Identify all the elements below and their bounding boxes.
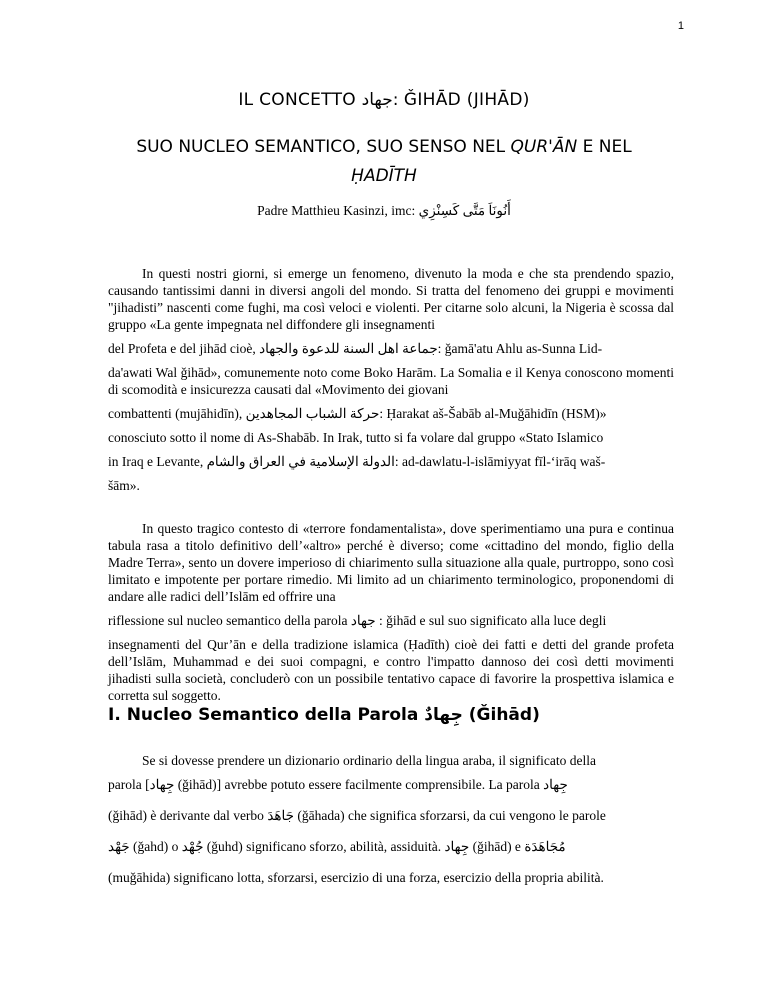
paragraph-text: riflessione sul nucleo semantico della parola جهاد : ǧihād e sul suo significato alla luce degli	[108, 613, 607, 628]
paragraph-text: (ǧihād) è derivante dal verbo جَاهَدَ (ǧāhada) che significa sforzarsi, da cui vengono le parole	[108, 808, 606, 823]
paragraph-text: (muǧāhida) significano lotta, sforzarsi, esercizio di una forza, esercizio della propria abilità.	[108, 870, 604, 885]
paragraph-2	[108, 520, 674, 704]
subtitle-part: SUO NUCLEO SEMANTICO, SUO SENSO NEL	[136, 137, 511, 157]
subtitle-hadith: ḤADĪTH	[351, 166, 417, 186]
paragraph-text: del Profeta e del jihād cioè, جماعة اهل السنة للدعوة والجهاد: ǧamā'atu Ahlu as-Sunna Lid-	[108, 341, 603, 356]
document-subtitle	[86, 133, 682, 191]
author-line: Padre Matthieu Kasinzi, imc: أَنُونَاَ مَتَّى كَسِنْزِي	[257, 203, 511, 218]
paragraph-text: In questi nostri giorni, si emerge un fenomeno, divenuto la moda e che sta prendendo spazio, causando tantissimi danni in diversi angoli del mondo. Si tratta del fenomeno dei gruppi e movimenti "jihadisti” nascenti come fughi, ma così veloci e violenti. Per citarne solo alcuni, la Nigeria è scossa dal gruppo «La gente impegnata nel diffondere gli insegnamenti	[108, 266, 674, 332]
paragraph-text: in Iraq e Levante, الدولة الإسلامية في العراق والشام: ad-dawlatu-l-islāmiyyat fīl-‘irāq waš-	[108, 454, 606, 469]
paragraph-text: combattenti (mujāhidīn), حركة الشباب المجاهدين: Ḥarakat aš-Šabāb al-Muǧāhidīn (HSM)»	[108, 406, 607, 421]
paragraph-1	[108, 265, 674, 494]
paragraph-3	[108, 752, 674, 893]
paragraph-text: insegnamenti del Qur’ān e della tradizione islamica (Ḥadīth) cioè dei fatti e detti del grande profeta dell’Islām, Muhammad e dei suoi compagni, e contro l'impatto dannoso dei così detti movimenti jihadisti sulla società, concluderò con un possibile tentativo capace di favorire la prospettiva islamica e corretta sul soggetto.	[108, 637, 674, 703]
paragraph-text: šām».	[108, 478, 140, 493]
paragraph-text: conosciuto sotto il nome di As-Shabāb. In Irak, tutto si fa volare dal gruppo «Stato Islamico	[108, 430, 604, 445]
paragraph-text: parola [جِهاد (ǧihād)] avrebbe potuto essere facilmente comprensibile. La parola جِهاد	[108, 777, 568, 792]
page-number: 1	[677, 20, 684, 32]
paragraph-text: Se si dovesse prendere un dizionario ordinario della lingua araba, il significato della	[142, 753, 596, 768]
paragraph-text: جَهْد (ǧahd) o جُهْد (ǧuhd) significano sforzo, abilità, assiduità. جِهاد (ǧihād) e مُجَاهَدَة	[108, 839, 566, 854]
paragraph-text: da'awati Wal ǧihād», comunemente noto come Boko Harām. La Somalia e il Kenya conoscono momenti di scomodità e insicurezza causati dal «Movimento dei giovani	[108, 365, 674, 397]
paragraph-text: In questo tragico contesto di «terrore fondamentalista», dove sperimentiamo una pura e continua tabula rasa a titolo definitivo dell’«altro» perché è diverso; come «cittadino del mondo, figlio della Madre Terra», sento un dovere imperioso di chiarimento sulla situazione alla quale, purtroppo, sono così limitato e impotente per portare rimedio. Mi limito ad un chiarimento terminologico, proponendomi di andare alle radici dell’Islām ed offrire una	[108, 521, 674, 604]
subtitle-quran: QUR'ĀN	[510, 137, 578, 157]
subtitle-part: E NEL	[577, 137, 632, 157]
section-heading: I. Nucleo Semantico della Parola جِهادٌ (Ǧihād)	[108, 705, 540, 725]
document-title: IL CONCETTO جهاد: ǦIHĀD (JIHĀD)	[238, 90, 530, 110]
